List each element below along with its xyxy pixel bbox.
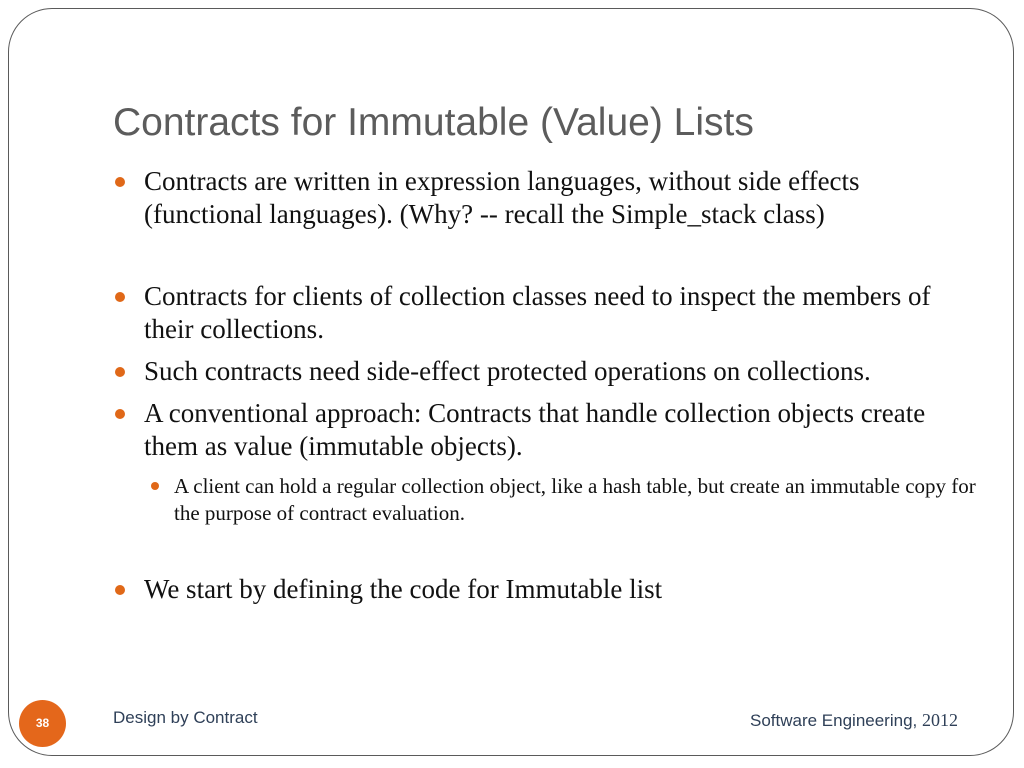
bullet-text: Such contracts need side-effect protected operations on collections. — [144, 356, 871, 386]
bullet-dot-icon — [115, 367, 125, 377]
bullet-dot-icon — [115, 292, 125, 302]
footer-course-name: Software Engineering, — [749, 711, 918, 730]
footer-year: 2012 — [922, 710, 958, 730]
bullet-text: Contracts are written in expression languages, without side effects (functional languages). (Why? -- recall the Simple_stack class) — [144, 166, 860, 229]
sub-bullet-list — [144, 473, 983, 527]
slide-number-badge: 38 — [19, 700, 66, 747]
bullet-item — [113, 573, 983, 606]
bullet-dot-icon — [115, 585, 125, 595]
sub-bullet-item — [144, 473, 983, 527]
bullet-list — [113, 165, 983, 606]
bullet-item — [113, 397, 983, 527]
footer-course — [750, 709, 958, 732]
bullet-dot-icon — [115, 177, 125, 187]
sub-bullet-text: A client can hold a regular collection object, like a hash table, but create an immutable copy for the purpose of contract evaluation. — [174, 474, 976, 525]
sub-bullet-dot-icon — [151, 482, 159, 490]
slide-title: Contracts for Immutable (Value) Lists — [113, 101, 754, 144]
footer-topic: Design by Contract — [113, 708, 258, 727]
bullet-item — [113, 280, 983, 346]
bullet-text: A conventional approach: Contracts that handle collection objects create them as value (immutable objects). — [144, 398, 926, 461]
bullet-text: Contracts for clients of collection classes need to inspect the members of their collections. — [144, 281, 931, 344]
bullet-item — [113, 355, 983, 388]
bullet-item — [113, 165, 983, 231]
bullet-text: We start by defining the code for Immutable list — [144, 574, 663, 604]
bullet-dot-icon — [115, 409, 125, 419]
